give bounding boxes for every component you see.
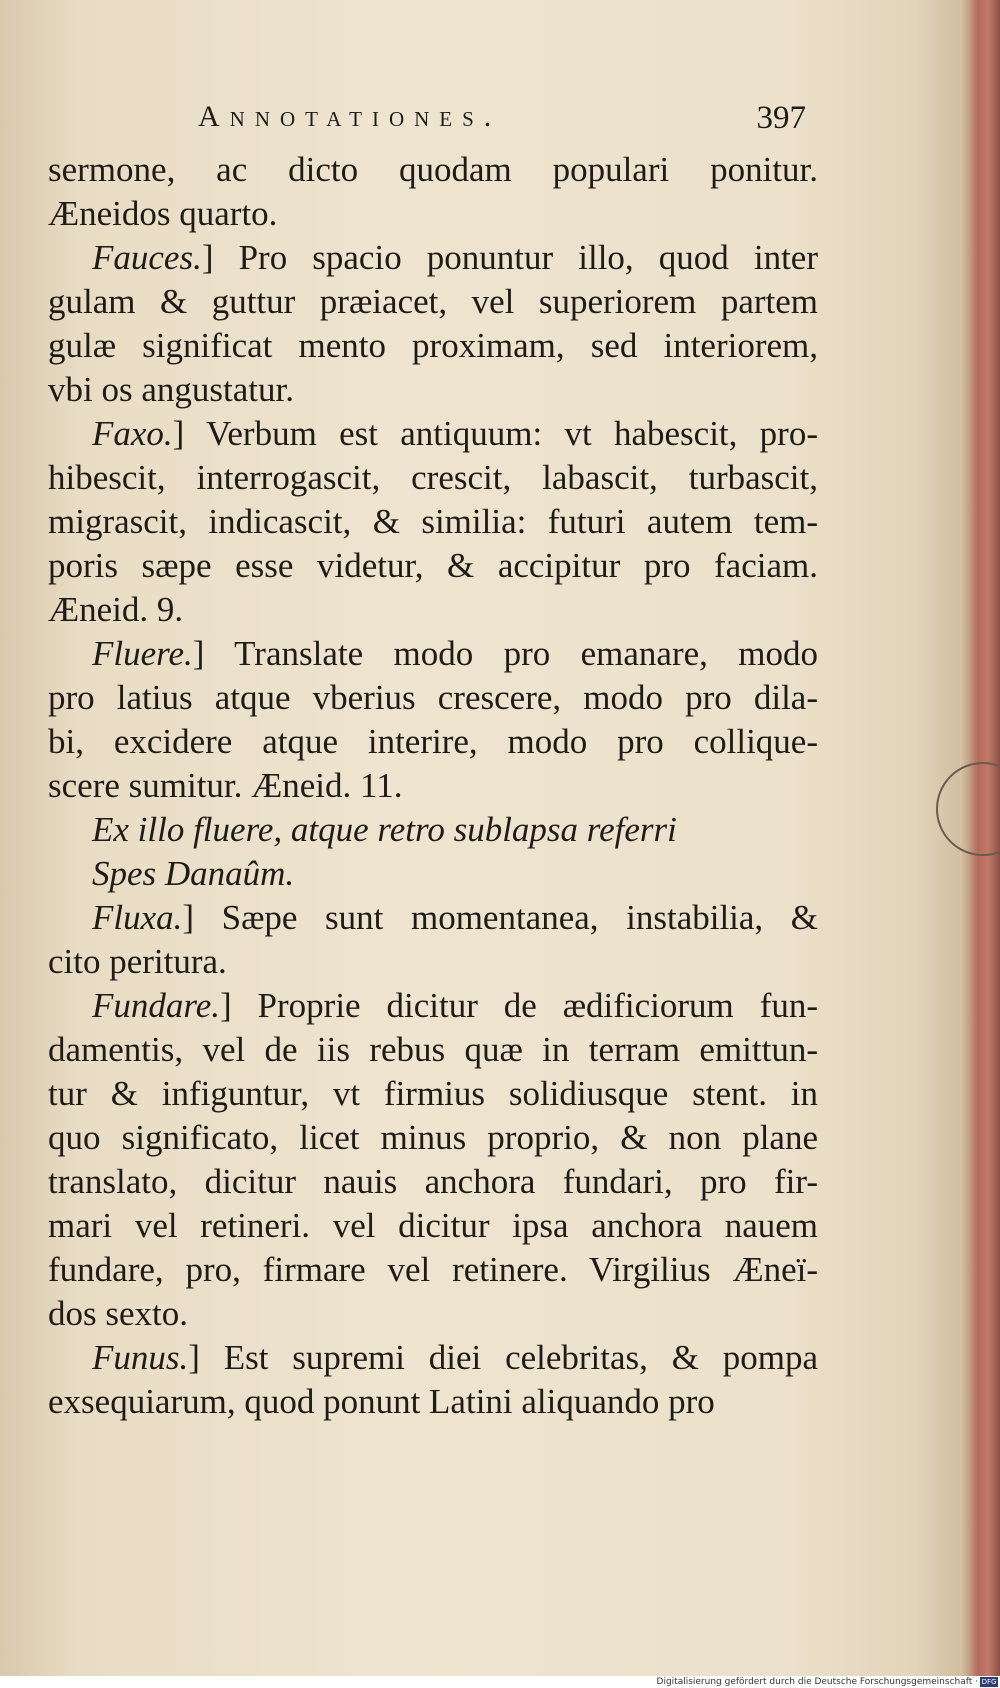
text-line: bi, excidere atque interire, modo pro collique- (48, 722, 818, 761)
text-line: Æneid. 9. (48, 590, 184, 629)
digitization-credit: Digitalisierung gefördert durch die Deutsche Forschungsgemeinschaft · (656, 1677, 978, 1687)
entry-lemma: Faxo. (92, 414, 173, 453)
text-line: fundare, pro, firmare vel retinere. Virgilius Æneï- (48, 1250, 818, 1289)
text-lines (48, 148, 818, 1424)
entry-line (48, 412, 818, 456)
text-block (48, 100, 818, 1424)
running-head (48, 100, 818, 148)
entry-lemma: Fundare. (92, 986, 220, 1025)
text-line: dos sexto. (48, 1294, 188, 1333)
text-line: gulæ significat mento proximam, sed interiorem, (48, 326, 818, 365)
entry-text: ] Pro spacio ponuntur illo, quod inter (201, 238, 818, 277)
dfg-logo: DFG (981, 1678, 997, 1686)
text-line: migrascit, indicascit, & similia: futuri autem tem- (48, 502, 818, 541)
running-head-title: Annotationes. (198, 100, 502, 133)
text-line: exsequiarum, quod ponunt Latini aliquando pro (48, 1382, 715, 1421)
text-line: vbi os angustatur. (48, 370, 294, 409)
entry-line (48, 236, 818, 280)
text-line: poris sæpe esse videtur, & accipitur pro faciam. (48, 546, 818, 585)
entry-line (48, 1336, 818, 1380)
text-line: pro latius atque vberius crescere, modo pro dila- (48, 678, 818, 717)
verse-line: Ex illo fluere, atque retro sublapsa referri (92, 810, 677, 849)
text-line: gulam & guttur præiacet, vel superiorem partem (48, 282, 818, 321)
digitization-credit-bar (0, 1676, 1000, 1688)
entry-text: ] Verbum est antiquum: vt habescit, pro- (172, 414, 818, 453)
entry-lemma: Fluxa. (92, 898, 183, 937)
entry-line (48, 632, 818, 676)
text-line: damentis, vel de iis rebus quæ in terram emittun- (48, 1030, 818, 1069)
text-line: sermone, ac dicto quodam populari ponitur. (48, 150, 818, 189)
entry-line (48, 896, 818, 940)
entry-text: ] Sæpe sunt momentanea, instabilia, & (182, 898, 818, 937)
text-line: translato, dicitur nauis anchora fundari, pro fir- (48, 1162, 818, 1201)
text-line: quo significato, licet minus proprio, & non plane (48, 1118, 818, 1157)
text-line: tur & infiguntur, vt firmius solidiusque stent. in (48, 1074, 818, 1113)
entry-line (48, 984, 818, 1028)
entry-lemma: Fauces. (92, 238, 202, 277)
entry-lemma: Fluere. (92, 634, 193, 673)
entry-lemma: Funus. (92, 1338, 189, 1377)
page-number: 397 (756, 100, 806, 136)
text-line: scere sumitur. Æneid. 11. (48, 766, 403, 805)
entry-text: ] Proprie dicitur de ædificiorum fun- (220, 986, 818, 1025)
entry-text: ] Translate modo pro emanare, modo (192, 634, 818, 673)
entry-text: ] Est supremi diei celebritas, & pompa (188, 1338, 818, 1377)
text-line: Æneidos quarto. (48, 194, 278, 233)
text-line: hibescit, interrogascit, crescit, labascit, turbascit, (48, 458, 818, 497)
verse-line: Spes Danaûm. (92, 854, 295, 893)
text-line: mari vel retineri. vel dicitur ipsa anchora nauem (48, 1206, 818, 1245)
text-line: cito peritura. (48, 942, 227, 981)
